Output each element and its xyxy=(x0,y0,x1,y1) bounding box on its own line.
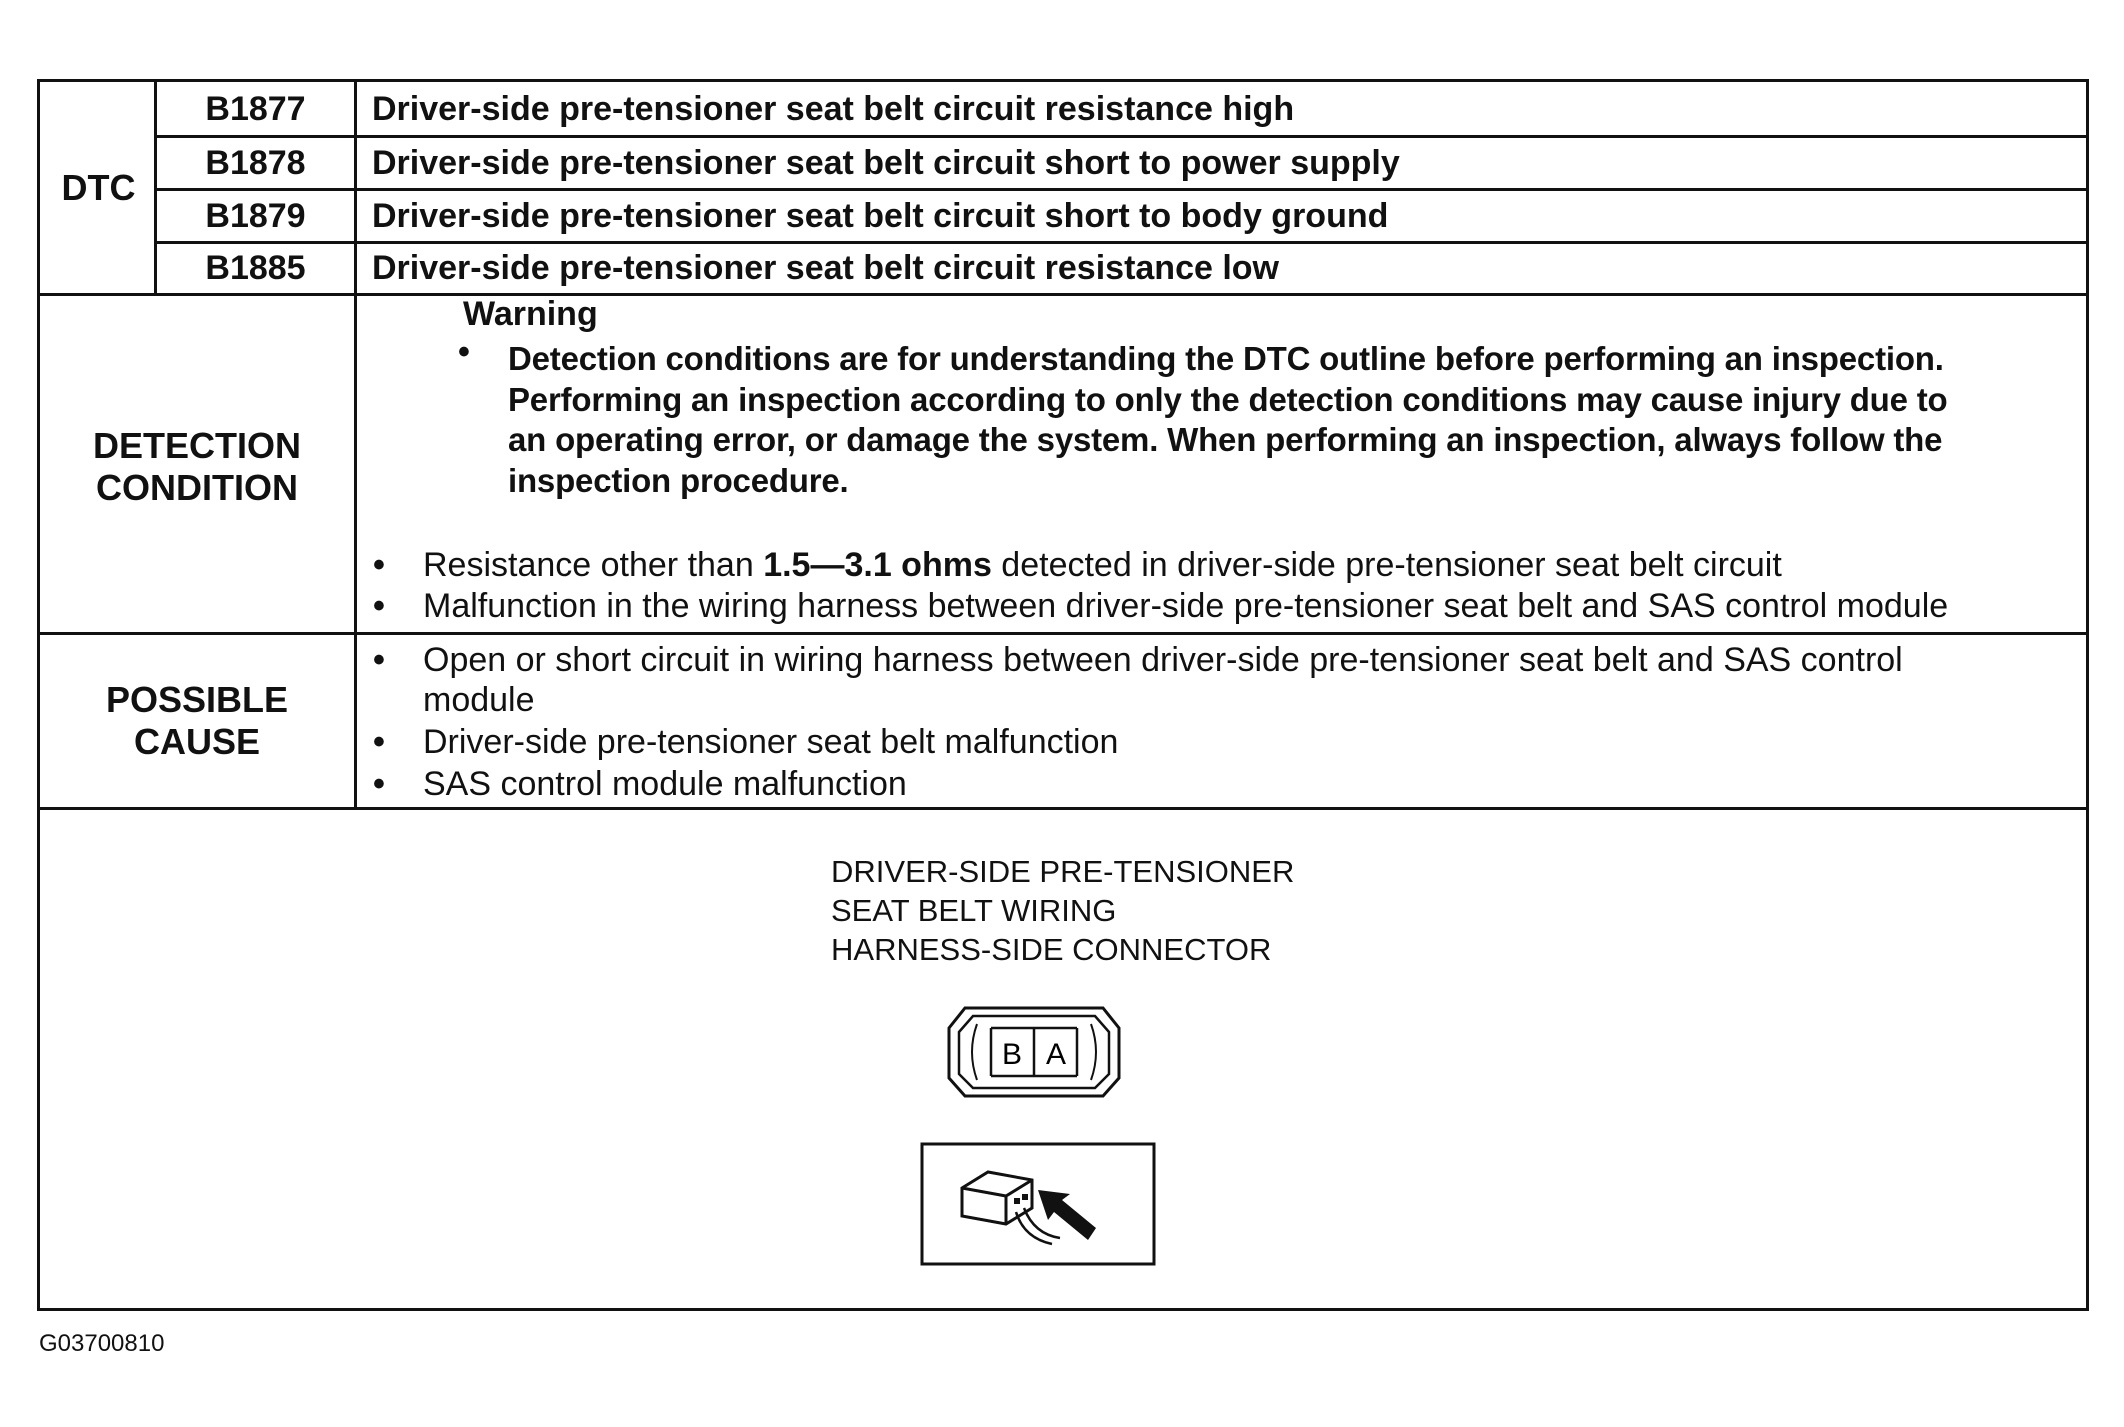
cause-item-2: • Driver-side pre-tensioner seat belt malfunction xyxy=(373,723,1119,761)
connector-diagram-title: DRIVER-SIDE PRE-TENSIONER SEAT BELT WIRING HARNESS-SIDE CONNECTOR xyxy=(831,854,1295,967)
section-divider xyxy=(40,807,2089,810)
dtc-code: B1885 xyxy=(205,248,306,287)
warning-title: Warning xyxy=(463,295,598,333)
terminal-a-label: A xyxy=(1045,1038,1067,1071)
dtc-code: B1879 xyxy=(205,196,306,235)
detection-condition-label: DETECTION CONDITION xyxy=(92,425,301,508)
cause-item-3: • SAS control module malfunction xyxy=(373,765,907,803)
figure-reference-code: G03700810 xyxy=(39,1330,165,1357)
detection-bullet-2: • Malfunction in the wiring harness between driver-side pre-tensioner seat belt and SAS control module xyxy=(373,587,1949,625)
connector-view-icon xyxy=(920,1142,1156,1266)
dtc-code: B1878 xyxy=(205,143,306,182)
harness-connector-icon xyxy=(939,1002,1129,1102)
dtc-description: Driver-side pre-tensioner seat belt circuit resistance low xyxy=(372,248,1279,287)
cause-item-1: • Open or short circuit in wiring harness between driver-side pre-tensioner seat belt and SAS control xyxy=(373,641,1903,679)
dtc-table xyxy=(37,79,2089,1311)
dtc-description: Driver-side pre-tensioner seat belt circuit short to power supply xyxy=(372,143,1400,182)
warning-text: Detection conditions are for understanding the DTC outline before performing an inspection. Performing an inspection according to only the detection conditions may cause injury due to an operating error, or damage the system. When performing an inspection, always follow the inspection procedure. xyxy=(508,340,1948,499)
possible-cause-label: POSSIBLE CAUSE xyxy=(105,679,289,762)
cause-item-1-continued: module xyxy=(423,681,535,719)
dtc-label: DTC xyxy=(61,166,136,208)
warning-bullet: • xyxy=(458,333,470,371)
terminal-b-label: B xyxy=(1001,1038,1023,1071)
dtc-description: Driver-side pre-tensioner seat belt circuit short to body ground xyxy=(372,196,1389,235)
dtc-code: B1877 xyxy=(205,89,306,128)
detection-bullet-1: • Resistance other than 1.5—3.1 ohms detected in driver-side pre-tensioner seat belt circuit xyxy=(373,546,1782,584)
dtc-description: Driver-side pre-tensioner seat belt circuit resistance high xyxy=(372,89,1295,128)
